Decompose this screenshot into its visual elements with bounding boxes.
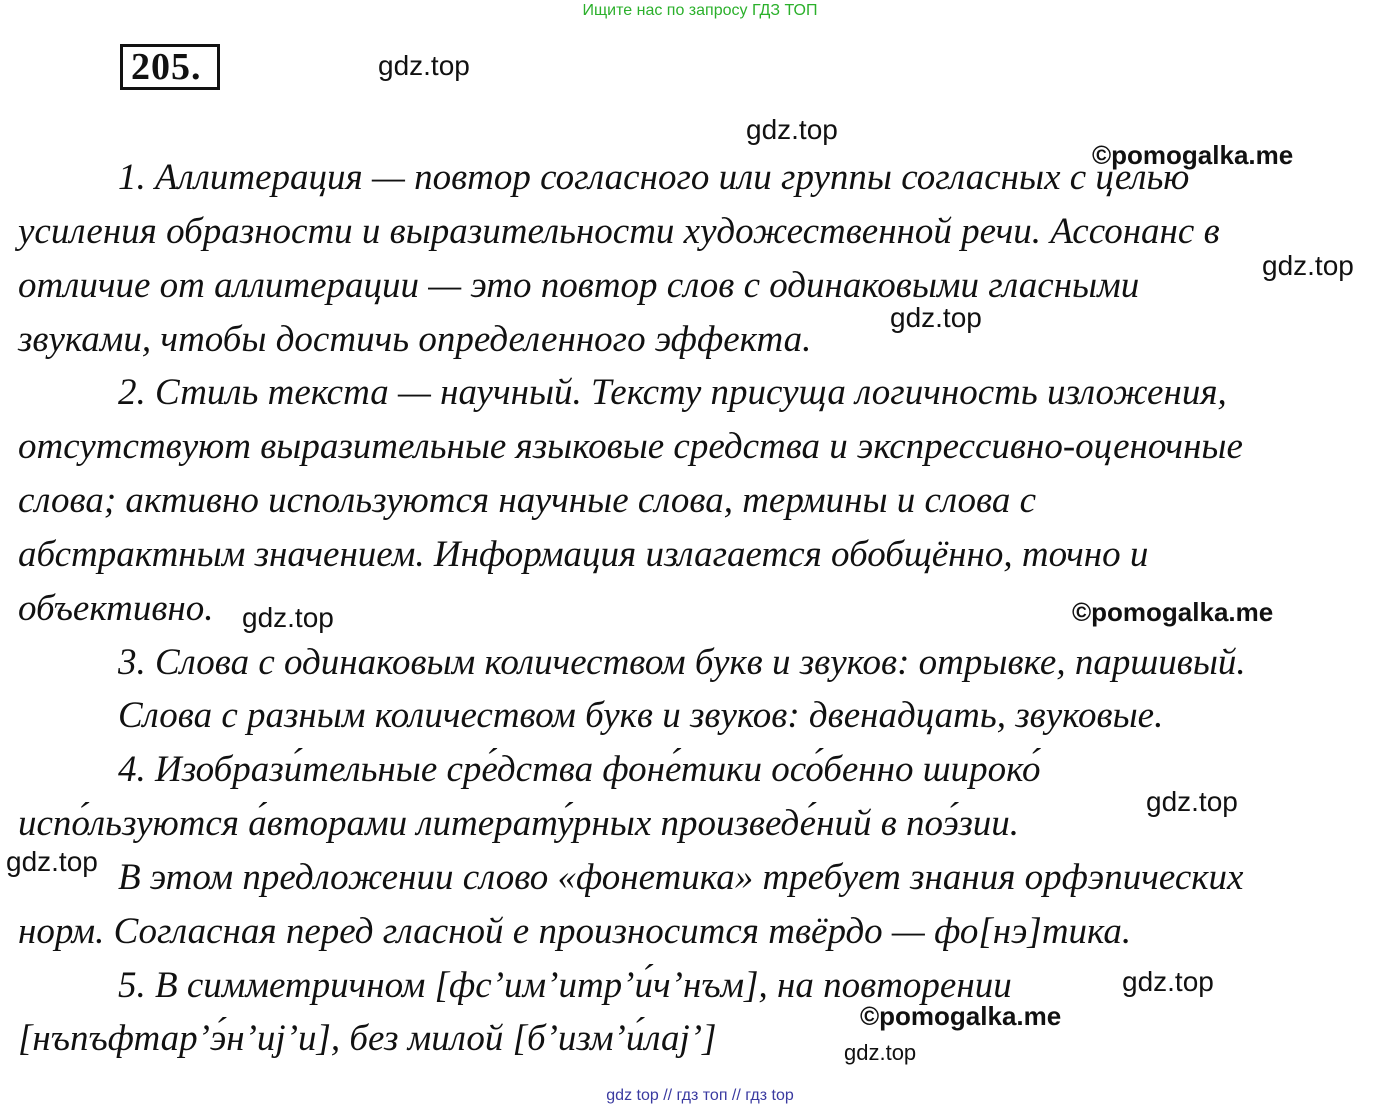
gdz-watermark: gdz.top [1122, 966, 1214, 997]
pomogalka-watermark: ©pomogalka.me [1092, 140, 1294, 170]
gdz-watermark: gdz.top [1146, 786, 1238, 817]
text-line: отсутствуют выразительные языковые средства и экспрессивно-оценочные [18, 426, 1243, 467]
text-line: Слова с разным количеством букв и звуков: двенадцать, звуковые. [118, 695, 1164, 736]
text-line: 2. Стиль текста — научный. Тексту присуща логичность изложения, [118, 372, 1227, 413]
gdz-watermark: gdz.top [242, 602, 334, 633]
gdz-watermark: gdz.top [378, 50, 470, 81]
text-line: звуками, чтобы достичь определенного эффекта. [18, 319, 812, 360]
search-banner: Ищите нас по запросу ГДЗ ТОП [582, 2, 818, 19]
text-line: испо́льзуются а́вторами литерату́рных произведе́ний в поэ́зии. [18, 803, 1020, 844]
text-line: В этом предложении слово «фонетика» требует знания орфэпических [118, 857, 1244, 898]
footer-links[interactable]: gdz top // гдз топ // гдз top [606, 1087, 794, 1104]
gdz-watermark: gdz.top [6, 846, 98, 877]
text-line: объективно. [18, 588, 214, 629]
text-line: [нъпъфтар’э́н’иj’и], без милой [б’изм’и́лаj’] [18, 1018, 717, 1059]
exercise-number: 205. [120, 44, 220, 90]
text-line: усиления образности и выразительности художественной речи. Ассонанс в [18, 211, 1220, 252]
text-line: слова; активно используются научные слова, термины и слова с [18, 480, 1037, 521]
text-line: 4. Изобрази́тельные сре́дства фоне́тики осо́бенно широко́ [118, 749, 1041, 790]
gdz-watermark: gdz.top [1262, 250, 1354, 281]
gdz-watermark: gdz.top [746, 114, 838, 145]
pomogalka-watermark: ©pomogalka.me [860, 1001, 1062, 1031]
gdz-watermark: gdz.top [890, 302, 982, 333]
text-line: 3. Слова с одинаковым количеством букв и звуков: отрывке, паршивый. [118, 642, 1246, 683]
text-line: 5. В симметричном [фс’им’итр’и́ч’нъм], на повторении [118, 965, 1012, 1006]
text-line: отличие от аллитерации — это повтор слов с одинаковыми гласными [18, 265, 1140, 306]
text-line: норм. Согласная перед гласной е произносится твёрдо — фо[нэ]тика. [18, 911, 1132, 952]
text-line: 1. Аллитерация — повтор согласного или группы согласных с целью [118, 157, 1190, 198]
text-line: абстрактным значением. Информация излагается обобщённо, точно и [18, 534, 1149, 575]
gdz-watermark: gdz.top [844, 1040, 917, 1065]
pomogalka-watermark: ©pomogalka.me [1072, 597, 1274, 627]
